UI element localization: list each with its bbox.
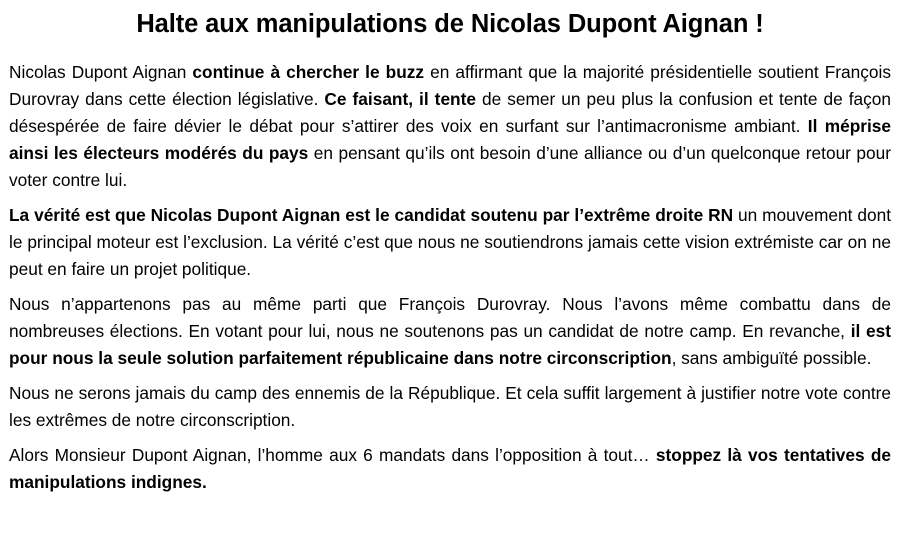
paragraph-3-text: Nous n’appartenons pas au même parti que François Durovray. Nous l’avons même combattu dans de nombreuses élections. En votant pour lui, nous ne soutenons pas un candidat de notre camp. En revanche, [9,294,891,341]
document-title: Halte aux manipulations de Nicolas Dupont Aignan ! [136,10,764,38]
paragraph-1-emphasis: continue à chercher le buzz [192,62,425,82]
paragraph-1-text: Nicolas Dupont Aignan [9,62,193,82]
paragraph-2-text: un mouvement dont le principal moteur est l’exclusion. La vérité c’est que nous ne soutiendrons jamais cette vision extrémiste car on ne peut en faire un projet politique. [9,205,891,279]
document [9,0,891,496]
paragraph-2 [9,202,891,283]
paragraph-5 [9,442,891,496]
paragraph-5-emphasis: stoppez là vos tentatives de manipulations indignes. [9,445,891,492]
paragraph-3-text: , sans ambiguïté possible. [671,348,872,368]
paragraph-2-emphasis: La vérité est que Nicolas Dupont Aignan est le candidat soutenu par l’extrême droite RN [9,205,734,225]
paragraph-1-emphasis: Ce faisant, il tente [324,89,476,109]
paragraph-1-emphasis: Il méprise ainsi les électeurs modérés du pays [9,116,892,163]
paragraph-1-text: en affirmant que la majorité présidentielle soutient François Durovray dans cette élection législative. [9,62,891,109]
paragraph-3 [9,291,891,372]
paragraph-1-text: de semer un peu plus la confusion et tente de façon désespérée de faire dévier le débat pour s’attirer des voix en surfant sur l’antimacronisme ambiant. [9,89,892,136]
paragraph-1 [9,59,891,194]
paragraph-3-emphasis: il est pour nous la seule solution parfaitement républicaine dans notre circonscription [9,321,891,368]
paragraph-1-text: en pensant qu’ils ont besoin d’une alliance ou d’un quelconque retour pour voter contre lui. [9,143,892,190]
paragraph-4-text: Nous ne serons jamais du camp des ennemis de la République. Et cela suffit largement à justifier notre vote contre les extrêmes de notre circonscription. [9,383,891,430]
paragraph-4 [9,380,891,434]
paragraph-5-text: Alors Monsieur Dupont Aignan, l’homme aux 6 mandats dans l’opposition à tout… [9,445,656,465]
